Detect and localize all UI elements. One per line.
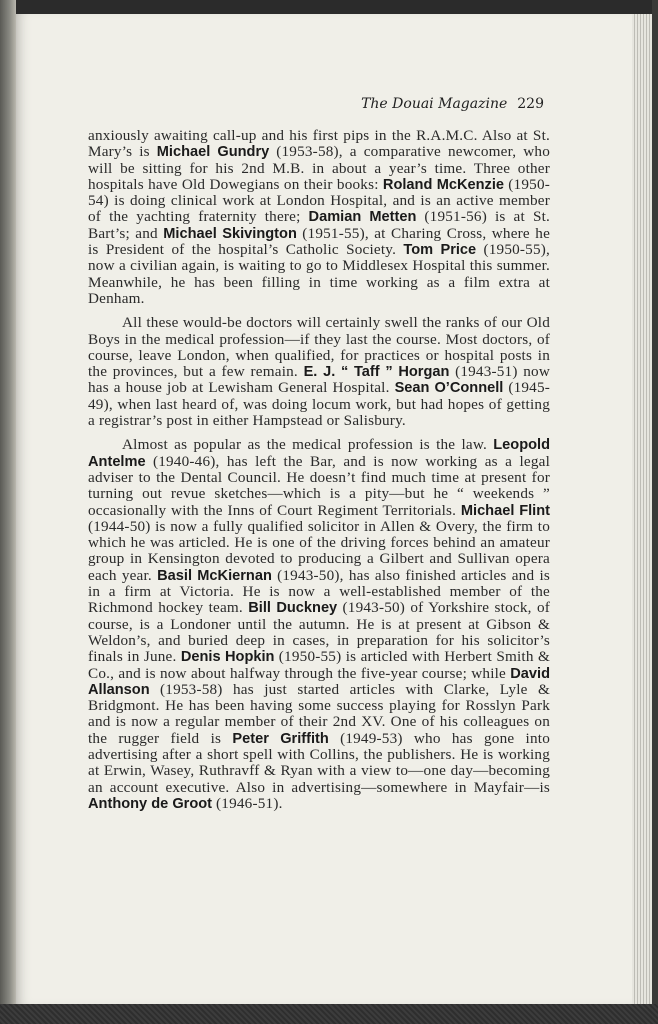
paragraph — [88, 437, 550, 812]
person-name: Tom Price — [403, 242, 477, 259]
running-header — [88, 96, 544, 112]
magazine-title: The Douai Magazine — [361, 96, 508, 112]
text-run: (1951-56) is at St. Bart’s; and — [88, 208, 551, 242]
book-gutter — [0, 0, 16, 1024]
book-cover-edge — [652, 0, 658, 1024]
text-run: (1945-49), when last heard of, was doing locum work, but had hopes of getting a registrar’s post in either Hampstead or Salisbury. — [88, 379, 551, 430]
person-name: Peter Griffith — [232, 730, 329, 747]
text-run: (1950-55), now a civilian again, is waiting to go to Middlesex Hospital this summer. Meanwhile, he has been filling in time working as a film extra at Denham. — [88, 241, 551, 307]
text-run: (1943-51) now has a house job at Lewisham General Hospital. — [88, 363, 551, 397]
person-name: Michael Skivington — [163, 225, 297, 242]
person-name: Bill Duckney — [248, 600, 338, 617]
book-cloth-bottom — [0, 1004, 658, 1024]
person-name: Damian Metten — [308, 209, 417, 226]
person-name: Sean O’Connell — [394, 380, 504, 397]
text-run: (1944-50) is now a fully qualified solicitor in Allen & Overy, the firm to which he was articled. He is one of the driving forces behind an amateur group in Kensington devoted to producing a Gilbert and Sullivan opera each year. — [88, 517, 550, 584]
text-run: (1940-46), has left the Bar, and is now working as a legal adviser to the Dental Council. He doesn’t find much time at present for turning out revue sketches—which is a pity—but he “ weekends ” occasionally with the Inns of Court Regiment Territorials. — [88, 452, 550, 519]
person-name: Basil McKiernan — [157, 567, 272, 584]
person-name: Denis Hopkin — [180, 649, 275, 666]
text-run: (1953-58) has just started articles with Clarke, Lyle & Bridgmont. He has been having some success playing for Rosslyn Park and is now a regular member of their 2nd XV. One of his colleagues on the rugger field is — [88, 680, 550, 747]
person-name: Michael Flint — [460, 502, 550, 519]
text-run: (1946-51). — [212, 794, 283, 812]
text-run: (1953-58), a comparative newcomer, who will be sitting for his 2nd M.B. in about a year’s time. Three other hospitals have Old Dowegians on their books: — [88, 143, 550, 193]
text-run: Almost as popular as the medical profession is the law. — [122, 436, 494, 454]
article-body — [88, 128, 550, 820]
paragraph — [88, 315, 550, 429]
text-run: anxiously awaiting call-up and his first pips in the R.A.M.C. Also at St. Mary’s is — [88, 127, 550, 161]
text-run: (1949-53) who has gone into advertising after a short spell with Collins, the publishers. He is working at Erwin, Wasey, Ruthravff & Ryan with a view to—one day—becoming an account executive. Also in advertising—somewhere in Mayfair—is — [88, 729, 550, 796]
person-name: Leopold Antelme — [88, 437, 550, 470]
page-number: 229 — [517, 96, 544, 112]
text-run: (1943-50) of Yorkshire stock, of course, is a Londoner until the autumn. He is at present at Gibson & Weldon’s, and buried deep in cases, in preparation for his solicitor’s finals in June. — [88, 599, 550, 666]
person-name: Anthony de Groot — [88, 795, 213, 812]
person-name: Roland McKenzie — [382, 176, 505, 193]
text-run: (1951-55), at Charing Cross, where he is President of the hospital’s Catholic Society. — [88, 224, 551, 259]
text-run: (1943-50), has also finished articles and is in a firm at Victoria. He is now a well-established member of the Richmond hockey team. — [88, 566, 551, 617]
person-name: Michael Gundry — [156, 144, 270, 161]
text-run: All these would-be doctors will certainly swell the ranks of our Old Boys in the medical profession—if they last the course. Most doctors, of course, leave London, when qualified, for practices or hospital posts in the provinces, but a few remain. — [88, 314, 550, 381]
person-name: David Allanson — [88, 665, 550, 698]
text-run: (1950-54) is doing clinical work at London Hospital, and is an active member of the yachting fraternity there; — [88, 175, 550, 226]
paragraph — [88, 128, 550, 307]
text-run: (1950-55) is articled with Herbert Smith & Co., and is now about halfway through the five-year course; while — [88, 648, 550, 682]
person-name: E. J. “ Taff ” Horgan — [303, 364, 450, 381]
page-edges — [632, 14, 652, 1004]
